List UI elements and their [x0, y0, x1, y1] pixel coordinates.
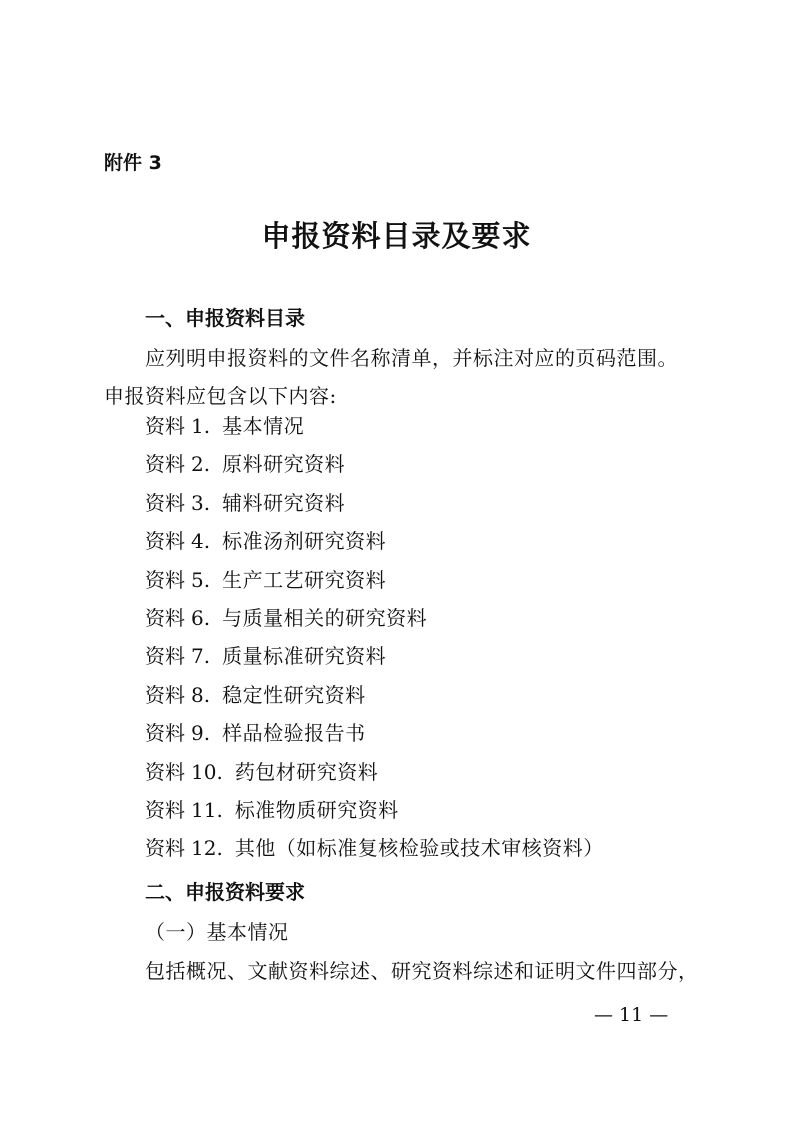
section-2-subheading: （一）基本情况	[145, 920, 289, 944]
item-number: 5.	[191, 567, 211, 592]
materials-list	[145, 412, 604, 873]
item-name: 原料研究资料	[222, 452, 346, 477]
list-item	[145, 758, 604, 796]
item-prefix: 资料	[145, 567, 185, 592]
list-item	[145, 604, 604, 642]
item-name: 药包材研究资料	[234, 759, 379, 784]
item-number: 2.	[191, 452, 211, 477]
item-name: 辅料研究资料	[222, 490, 346, 515]
item-prefix: 资料	[145, 759, 185, 784]
item-number: 8.	[191, 682, 211, 707]
item-number: 1.	[191, 414, 211, 438]
item-name: 基本情况	[222, 414, 305, 438]
item-number: 10.	[191, 759, 223, 784]
item-prefix: 资料	[145, 414, 185, 438]
item-prefix: 资料	[145, 682, 185, 707]
list-item	[145, 681, 604, 719]
section-2-paragraph-line-1: 包括概况、文献资料综述、研究资料综述和证明文件四部分，	[145, 959, 699, 983]
item-name: 与质量相关的研究资料	[222, 605, 428, 630]
item-number: 12.	[191, 836, 223, 861]
item-number: 11.	[191, 797, 223, 822]
list-item	[145, 834, 604, 872]
list-item	[145, 489, 604, 527]
list-item	[145, 796, 604, 834]
item-prefix: 资料	[145, 605, 185, 630]
item-prefix: 资料	[145, 836, 185, 861]
section-1-heading: 一、申报资料目录	[145, 306, 305, 330]
item-name: 质量标准研究资料	[222, 644, 387, 669]
item-number: 6.	[191, 605, 211, 630]
page-number: — 11 —	[594, 1004, 669, 1026]
item-number: 3.	[191, 490, 211, 515]
item-name: 稳定性研究资料	[222, 682, 366, 707]
item-name: 其他（如标准复核检验或技术审核资料）	[234, 836, 604, 861]
section-1-paragraph-line-1: 应列明申报资料的文件名称清单，并标注对应的页码范围。	[145, 346, 678, 370]
list-item	[145, 527, 604, 565]
item-number: 7.	[191, 644, 211, 669]
attachment-label: 附件 3	[104, 152, 162, 174]
item-name: 样品检验报告书	[222, 721, 366, 746]
list-item	[145, 450, 604, 488]
item-prefix: 资料	[145, 529, 185, 554]
item-prefix: 资料	[145, 452, 185, 477]
item-prefix: 资料	[145, 490, 185, 515]
item-name: 标准汤剂研究资料	[222, 529, 387, 554]
item-number: 9.	[191, 721, 211, 746]
item-number: 4.	[191, 529, 211, 554]
item-name: 标准物质研究资料	[234, 797, 399, 822]
list-item	[145, 719, 604, 757]
list-item	[145, 412, 604, 450]
section-1-paragraph-line-2: 申报资料应包含以下内容:	[104, 384, 337, 408]
item-prefix: 资料	[145, 721, 185, 746]
item-prefix: 资料	[145, 644, 185, 669]
document-title: 申报资料目录及要求	[261, 219, 532, 253]
list-item	[145, 642, 604, 680]
section-2-heading: 二、申报资料要求	[145, 880, 305, 904]
item-name: 生产工艺研究资料	[222, 567, 387, 592]
item-prefix: 资料	[145, 797, 185, 822]
list-item	[145, 566, 604, 604]
